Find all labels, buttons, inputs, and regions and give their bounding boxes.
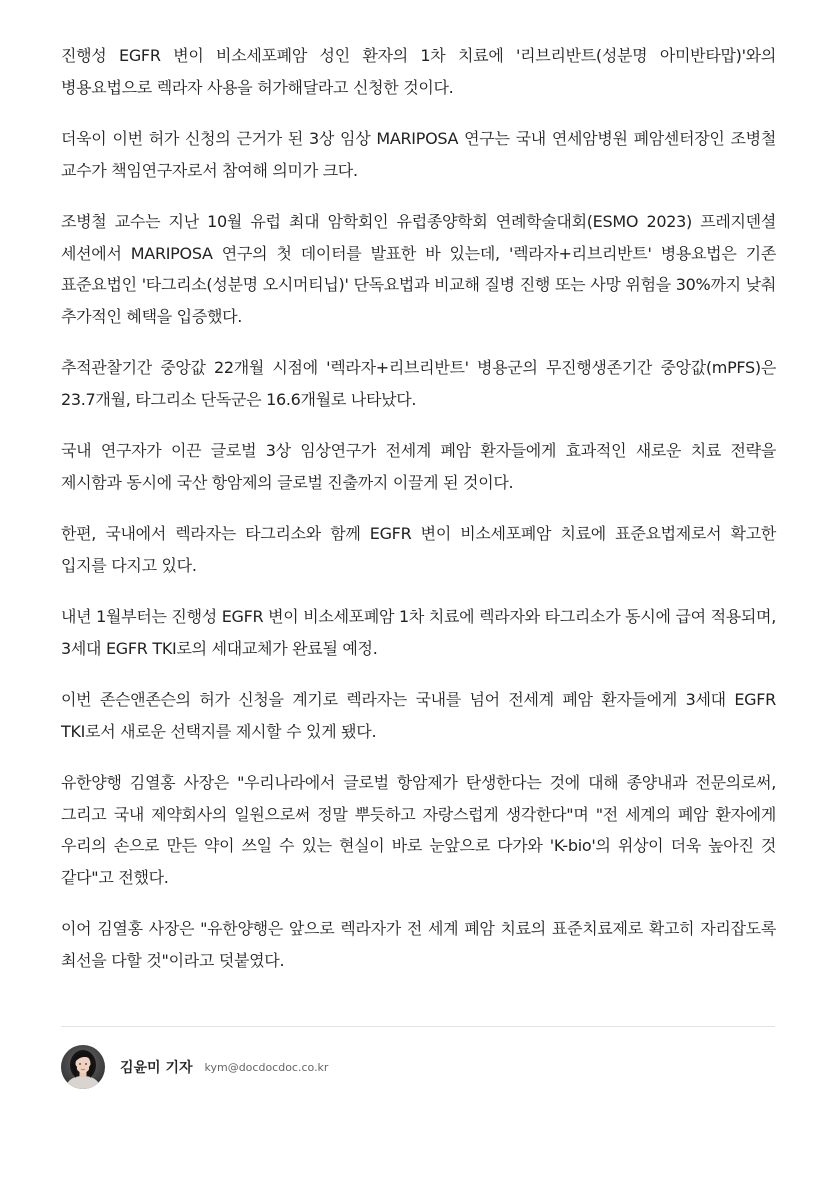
article-paragraph: 한편, 국내에서 렉라자는 타그리소와 함께 EGFR 변이 비소세포폐암 치료에 표준요법제로서 확고한 입지를 다지고 있다. (61, 524, 776, 575)
reporter-email[interactable]: kym@docdocdoc.co.kr (204, 1060, 329, 1074)
article-paragraph: 유한양행 김열홍 사장은 "우리나라에서 글로벌 항암제가 탄생한다는 것에 대해 종양내과 전문의로써, 그리고 국내 제약회사의 일원으로써 정말 뿌듯하고 자랑스럽게 생각한다"며 "전 세계의 폐암 환자에게 우리의 손으로 만든 약이 쓰일 수 있는 현실이 바로 눈앞으로 다가와 'K-bio'의 위상이 더욱 높아진 것 같다"고 전했다. (61, 773, 776, 887)
article-paragraph: 국내 연구자가 이끈 글로벌 3상 임상연구가 전세계 폐암 환자들에게 효과적인 새로운 치료 전략을 제시함과 동시에 국산 항암제의 글로벌 진출까지 이끌게 된 것이다. (61, 441, 776, 492)
article-paragraph: 조병철 교수는 지난 10월 유럽 최대 암학회인 유럽종양학회 연례학술대회(ESMO 2023) 프레지덴셜 세션에서 MARIPOSA 연구의 첫 데이터를 발표한 바 있는데, '렉라자+리브리반트' 병용요법은 기존 표준요법인 '타그리소(성분명 오시머티닙)' 단독요법과 비교해 질병 진행 또는 사망 위험을 30%까지 낮춰 추가적인 혜택을 입증했다. (61, 212, 776, 326)
article-paragraph: 더욱이 이번 허가 신청의 근거가 된 3상 임상 MARIPOSA 연구는 국내 연세암병원 폐암센터장인 조병철 교수가 책임연구자로서 참여해 의미가 크다. (61, 129, 776, 180)
article-paragraph: 추적관찰기간 중앙값 22개월 시점에 '렉라자+리브리반트' 병용군의 무진행생존기간 중앙값(mPFS)은 23.7개월, 타그리소 단독군은 16.6개월로 나타났다. (61, 358, 776, 409)
article-paragraph: 진행성 EGFR 변이 비소세포폐암 성인 환자의 1차 치료에 '리브리반트(성분명 아미반타맙)'와의 병용요법으로 렉라자 사용을 허가해달라고 신청한 것이다. (61, 46, 776, 97)
article-paragraph: 내년 1월부터는 진행성 EGFR 변이 비소세포폐암 1차 치료에 렉라자와 타그리소가 동시에 급여 적용되며, 3세대 EGFR TKI로의 세대교체가 완료될 예정. (61, 607, 776, 658)
article-body (61, 40, 776, 996)
reporter-name[interactable]: 김윤미 기자 (120, 1060, 193, 1076)
article-paragraph: 이어 김열홍 사장은 "유한양행은 앞으로 렉라자가 전 세계 폐암 치료의 표준치료제로 확고히 자리잡도록 최선을 다할 것"이라고 덧붙였다. (61, 919, 776, 970)
byline-divider (61, 1026, 775, 1027)
reporter-byline (61, 1044, 328, 1090)
reporter-avatar[interactable] (61, 1045, 105, 1089)
reporter-avatar-photo-icon (61, 1045, 105, 1089)
article-paragraph: 이번 존슨앤존슨의 허가 신청을 계기로 렉라자는 국내를 넘어 전세계 폐암 환자들에게 3세대 EGFR TKI로서 새로운 선택지를 제시할 수 있게 됐다. (61, 690, 776, 741)
